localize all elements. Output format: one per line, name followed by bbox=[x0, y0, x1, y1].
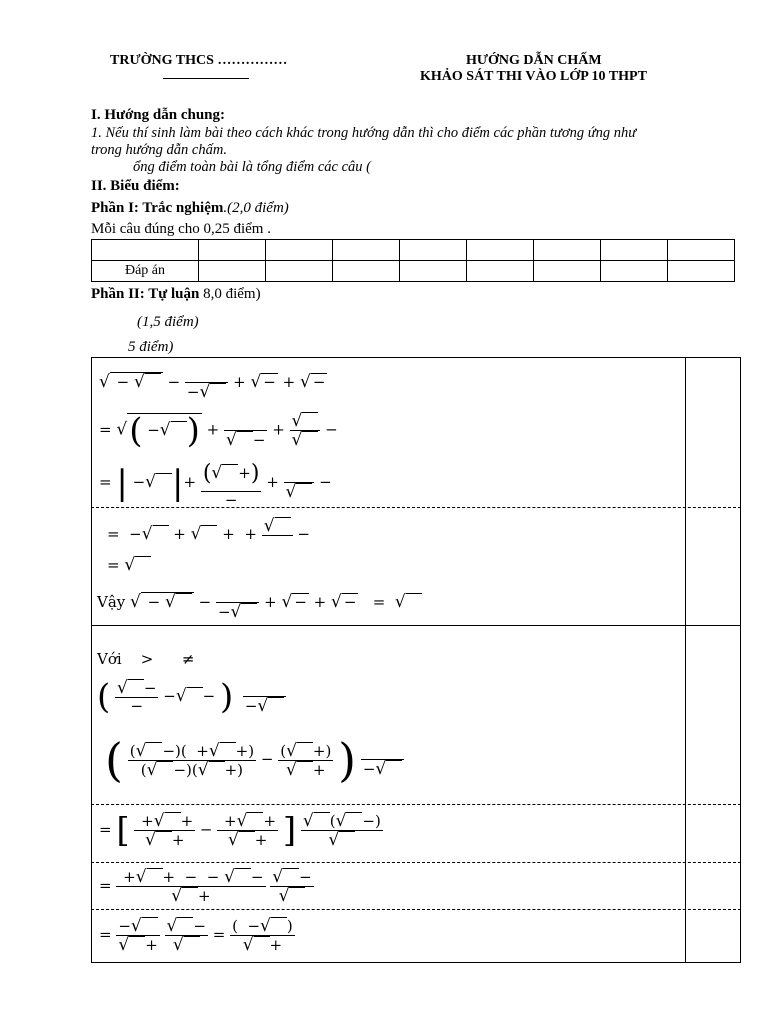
math-expression: ( $\frac{(√ -)( +√ +)}{(√ -)(√ +)}$ − $\frac{(√ +)}{√ +}$ ) −√ bbox=[105, 737, 404, 783]
general-note-1: 1. Nếu thí sinh làm bài theo cách khác trong hướng dẫn thì cho điểm các phần tương ứng như bbox=[91, 125, 637, 141]
scoring-heading: II. Biểu điểm: bbox=[91, 178, 180, 194]
school-name: TRƯỜNG THCS …………… bbox=[110, 53, 288, 68]
part1-label: Phần I: Trắc nghiệm bbox=[91, 200, 224, 216]
math-expression: = $\frac{-√}{√ +}$ $\frac{√ -}{√}$ = $\frac{( -√ )}{√ +}$ bbox=[99, 916, 293, 955]
part2-label: Phần II: Tự luận bbox=[91, 286, 200, 302]
question-points-2: 5 điểm) bbox=[128, 339, 174, 355]
with-word: Với bbox=[97, 650, 122, 668]
table-row bbox=[92, 240, 735, 261]
math-expression: √ − √ − −√ + √ − + √ − bbox=[99, 365, 327, 401]
math-expression: = √ bbox=[107, 555, 151, 575]
answer-table bbox=[91, 239, 735, 282]
answer-row-label: Đáp án bbox=[92, 261, 199, 282]
math-expression: = −√ + √ + + √ − bbox=[107, 516, 310, 544]
math-expression: = [ $\frac{+√ +}{√ +}$ − $\frac{+√ +}{√ +}$ ] $\frac{√ (√ -)}{√}$ bbox=[99, 810, 381, 851]
table-row bbox=[92, 261, 735, 282]
math-expression: ( $\frac{√ -}{-}$ −√ − ) −√ bbox=[97, 679, 286, 715]
part1-rule: Mỗi câu đúng cho 0,25 điểm . bbox=[91, 221, 271, 237]
part1-heading bbox=[91, 200, 289, 217]
math-conclusion: Vậy √ − √ − −√ + √ − + √ − = √ bbox=[97, 585, 422, 621]
question-points-1: (1,5 điểm) bbox=[137, 314, 199, 330]
math-condition: Với > ≠ bbox=[97, 650, 195, 668]
part1-points: .(2,0 điểm) bbox=[223, 200, 289, 216]
general-heading: I. Hướng dẫn chung: bbox=[91, 107, 226, 123]
school-underline bbox=[163, 78, 249, 79]
doc-title-line1: HƯỚNG DẪN CHẤM bbox=[466, 53, 602, 68]
part2-points: 8,0 điểm) bbox=[199, 286, 261, 302]
general-note-2: ổng điểm toàn bài là tổng điểm các câu ( bbox=[133, 159, 371, 175]
math-expression: = $\frac{+√ + - - √ -}{√ +}$ $\frac{√ -}{√}$ bbox=[99, 867, 312, 906]
general-note-1-cont: trong hướng dẫn chấm. bbox=[91, 142, 227, 158]
part2-heading bbox=[91, 286, 261, 303]
solution-table bbox=[91, 357, 741, 963]
conclusion-word: Vậy bbox=[97, 593, 126, 611]
math-expression: = | −√ |+ $\frac{(√ +)}{-}$ + √ − bbox=[99, 457, 332, 509]
score-column-divider bbox=[685, 357, 686, 963]
doc-title-line2: KHẢO SÁT THI VÀO LỚP 10 THPT bbox=[420, 69, 647, 84]
math-expression: = √( −√ ) + √ − + $\frac{√}{√}$ − bbox=[99, 410, 338, 451]
